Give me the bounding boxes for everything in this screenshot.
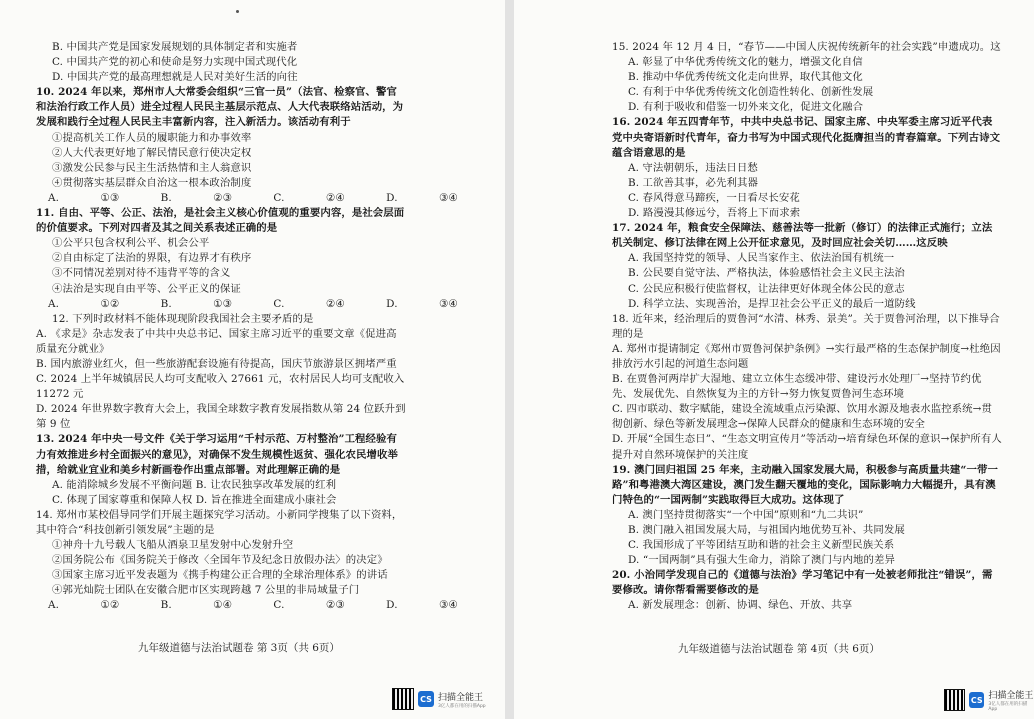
question-line: C. 春风得意马蹄疾，一日看尽长安花 — [628, 191, 800, 204]
cs-logo-icon: CS — [418, 691, 434, 707]
question-line: 18. 近年来，经治理后的贾鲁河“水清、林秀、景美”。关于贾鲁河治理，以下推导合理的是 — [612, 312, 1000, 340]
question-line: ①神舟十九号载人飞船从酒泉卫星发射中心发射升空 — [52, 539, 294, 552]
question-line: ④贯彻落实基层群众自治这一根本政治制度 — [52, 176, 252, 189]
question-line: D. “一国两制”具有强大生命力，消除了澳门与内地的差异 — [628, 554, 895, 567]
question-line: B. 在贾鲁河两岸扩大湿地、建立立体生态缓冲带、建设污水处理厂→坚持节约优先、发展优先、自然恢复为主的方针→努力恢复贾鲁河生态环境 — [612, 373, 982, 401]
question-line: 16. 2024 年五四青年节，中共中央总书记、国家主席、中央军委主席习近平代表党中央寄语新时代青年，奋力书写为中国式现代化挺膺担当的青春篇章。下列古诗文蕴含语意思的是 — [612, 116, 1001, 159]
question-line: A. 新发展理念：创新、协调、绿色、开放、共享 — [628, 599, 853, 612]
question-line: ①提高机关工作人员的履职能力和办事效率 — [52, 131, 252, 144]
question-line: A. 能消除城乡发展不平衡问题 B. 让农民独享改革发展的红利 — [52, 478, 337, 491]
question-line: D. 开展“全国生态日”、“生态文明宣传月”等活动→培育绿色环保的意识→保护所有人提升对自然环境保护的关注度 — [612, 433, 1002, 461]
question-line: D. 有利于吸收和借鉴一切外来文化，促进文化融合 — [628, 101, 864, 114]
question-line: A. ①③ B. ②③ C. ②④ D. ③④ — [48, 191, 458, 204]
scanner-title: 扫描全能王 — [438, 692, 484, 703]
question-line: A. ①② B. ①④ C. ②③ D. ③④ — [48, 599, 458, 612]
question-line: B. 公民要自觉守法、严格执法，体验感悟社会主义民主法治 — [628, 267, 905, 280]
question-line: ④郭光灿院士团队在安徽合肥市区实现跨越 7 公里的非局域量子门 — [52, 584, 360, 597]
question-line: A. 守法朝朝乐，违法日日愁 — [628, 161, 758, 174]
page-gutter — [505, 0, 514, 719]
question-line: ③不同情况差别对待不违背平等的含义 — [52, 267, 231, 280]
question-line: 13. 2024 年中央一号文件《关于学习运用“千村示范、万村整治”工程经验有力有效推进乡村全面振兴的意见》，对确保不发生规模性返贫、强化农民增收举措，给就业宜业和美乡村新画卷作出重点部署。对此理解正确的是 — [36, 433, 398, 476]
question-line: C. 2024 上半年城镇居民人均可支配收入 27661 元，农村居民人均可支配收入 11272 元 — [36, 373, 405, 401]
question-line: D. 中国共产党的最高理想就是人民对美好生活的向往 — [52, 71, 298, 84]
scanner-watermark-left — [392, 688, 486, 710]
question-line: A. 我国坚持党的领导、人民当家作主、依法治国有机统一 — [628, 252, 895, 265]
question-line: ①公平只包含权利公平、机会公平 — [52, 237, 210, 250]
question-line: ③国家主席习近平发表题为《携手构建公正合理的全球治理体系》的讲话 — [52, 569, 388, 582]
question-line: ②自由标定了法治的界限，有边界才有秩序 — [52, 252, 252, 265]
question-line: B. 国内旅游业红火，但一些旅游配套设施有待提高，国庆节旅游景区拥堵严重 — [36, 357, 397, 370]
scanner-subtitle: 3亿人都在用的扫描App — [988, 702, 1028, 712]
page-4-footer: 九年级道德与法治试题卷 第 4页（共 6页） — [678, 643, 880, 655]
question-line: C. 公民应积极行使监督权，让法律更好体现全体公民的意志 — [628, 282, 905, 295]
question-line: C. 四市联动、数字赋能，建设全流域重点污染源、饮用水源及地表水监控系统→贯彻创新、绿色等新发展理念→保障人民群众的健康和生态环境的安全 — [612, 403, 992, 431]
question-line: 15. 2024 年 12 月 4 日，“春节——中国人庆祝传统新年的社会实践”申遗成功。这 — [612, 41, 1001, 53]
question-line: A. 彰显了中华优秀传统文化的魅力，增强文化自信 — [628, 56, 863, 69]
question-line: 14. 郑州市某校倡导同学们开展主题探究学习活动。小新同学搜集了以下资料，其中符合“科技创新引领发展”主题的是 — [36, 508, 403, 536]
scanner-watermark-right — [944, 688, 1034, 712]
question-line: 11. 自由、平等、公正、法治，是社会主义核心价值观的重要内容，是社会层面的价值要求。下列对四者及其之间关系表述正确的是 — [36, 207, 405, 235]
question-line: C. 中国共产党的初心和使命是努力实现中国式现代化 — [52, 56, 298, 69]
question-line: ②国务院公布《国务院关于修改〈全国年节及纪念日放假办法〉的决定》 — [52, 554, 388, 567]
exam-page-3 — [0, 0, 505, 719]
exam-page-4 — [514, 0, 1034, 719]
page-3-footer: 九年级道德与法治试题卷 第 3页（共 6页） — [138, 642, 340, 654]
question-line: B. 澳门融入祖国发展大局，与祖国内地优势互补、共同发展 — [628, 524, 905, 536]
cs-logo-icon: CS — [969, 692, 984, 708]
question-line: A. 郑州市提请制定《郑州市贾鲁河保护条例》→实行最严格的生态保护制度→杜绝因排放污水引起的河道生态问题 — [612, 342, 1001, 370]
question-line: ②人大代表更好地了解民情民意行使决定权 — [52, 146, 252, 159]
scanner-subtitle: 3亿人都在用的扫描App — [438, 703, 486, 709]
question-line: D. 路漫漫其修远兮，吾将上下而求索 — [628, 207, 801, 220]
question-line: A. 澳门坚持贯彻落实“一个中国”原则和“九二共识” — [628, 508, 864, 521]
question-line: 20. 小治同学发现自己的《道德与法治》学习笔记中有一处被老师批注“错误”，需要修改。请你帮看需要修改的是 — [612, 569, 993, 597]
question-line: 17. 2024 年，粮食安全保障法、慈善法等一批新（修订）的法律正式施行；立法机关制定、修订法律在网上公开征求意见，及时回应社会关切……这反映 — [612, 222, 993, 250]
question-line: A. ①② B. ①③ C. ②④ D. ③④ — [48, 297, 458, 310]
page-4-text — [612, 40, 1002, 614]
scanner-title: 扫描全能王 — [988, 691, 1034, 701]
question-line: C. 我国形成了平等团结互助和谐的社会主义新型民族关系 — [628, 539, 895, 552]
question-line: D. 科学立法、实现善治，是捍卫社会公平正义的最后一道防线 — [628, 297, 916, 310]
qr-code-icon — [392, 688, 414, 710]
question-line: C. 体现了国家尊重和保障人权 D. 旨在推进全面建成小康社会 — [52, 493, 337, 506]
question-line: ④法治是实现自由平等、公平正义的保证 — [52, 282, 241, 295]
question-line: A. 《求是》杂志发表了中共中央总书记、国家主席习近平的重要文章《促进高质量充分就业》 — [36, 327, 397, 355]
question-line: 19. 澳门回归祖国 25 年来，主动融入国家发展大局，积极参与高质量共建“一带一路”和粤港澳大湾区建设，澳门发生翻天覆地的变化，国际影响力大幅提升，具有澳门特色的“一国两制”实践取得巨大成功。这体现了 — [612, 463, 998, 506]
scan-speck — [236, 10, 239, 13]
question-line: 12. 下列时政材料不能体现现阶段我国社会主要矛盾的是 — [52, 312, 314, 325]
question-line: D. 2024 年世界数字教育大会上，我国全球数字教育发展指数从第 24 位跃升到第 9 位 — [36, 403, 406, 431]
question-line: B. 工欲善其事，必先利其器 — [628, 176, 758, 189]
question-line: C. 有利于中华优秀传统文化创造性转化、创新性发展 — [628, 86, 874, 99]
question-line: ③激发公民参与民主生活热情和主人翁意识 — [52, 161, 252, 174]
qr-code-icon — [944, 689, 965, 711]
question-line: B. 中国共产党是国家发展规划的具体制定者和实施者 — [52, 41, 298, 53]
question-line: B. 推动中华优秀传统文化走向世界，取代其他文化 — [628, 71, 863, 84]
question-line: 10. 2024 年以来，郑州市人大常委会组织“三官一员”（法官、检察官、警官和法治行政工作人员）进全过程人民民主基层示范点、人大代表联络站活动，为发展和践行全过程人民民主丰富新内容，注入新活力。该活动有利于 — [36, 86, 404, 129]
page-3-text — [36, 40, 458, 614]
